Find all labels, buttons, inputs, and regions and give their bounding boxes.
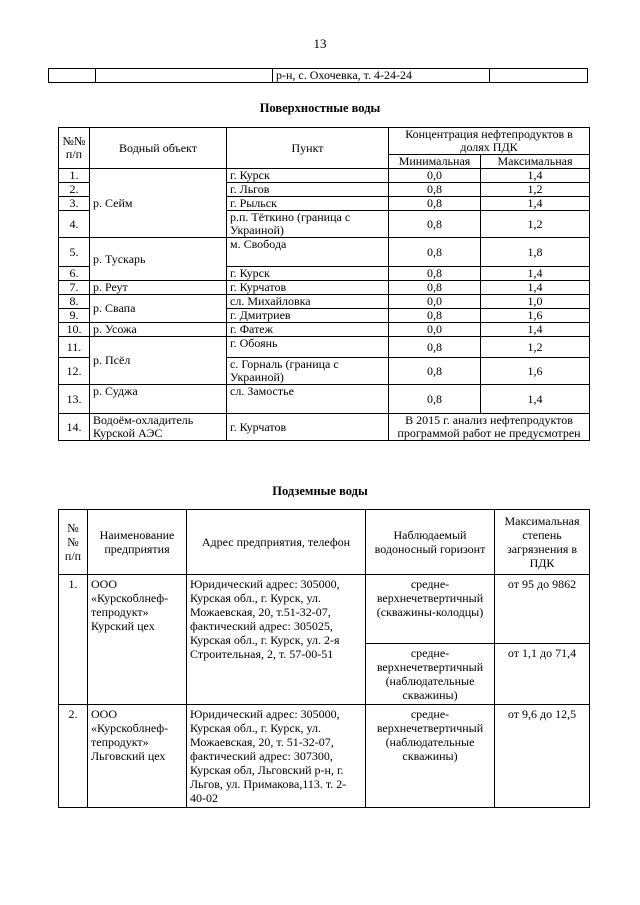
water-object: р. Псёл — [90, 337, 227, 385]
row-number: 3. — [59, 197, 90, 211]
enterprise-address: Юридический адрес: 305000, Курская обл., г. Курск, ул. Можаевская, 20, т.51-32-07, фактический адрес: 305025, Курская обл., г. Курск, ул. 2-я Строительная, 2, т. 57-00-51 — [187, 575, 366, 705]
header-address: Адрес предприятия, телефон — [187, 510, 366, 575]
page-number: 13 — [313, 36, 327, 51]
point-name: сл. Михайловка — [227, 295, 389, 309]
header-num: №№ п/п — [59, 128, 90, 169]
table-header-row — [59, 510, 590, 575]
max-value: 1,8 — [481, 238, 590, 267]
min-value: 0,8 — [389, 211, 481, 238]
table-row — [59, 238, 590, 267]
table-row — [59, 169, 590, 183]
header-num: № № п/п — [59, 510, 88, 575]
table-cell — [96, 69, 273, 83]
row-number: 13. — [59, 385, 90, 414]
max-value: 1,6 — [481, 309, 590, 323]
max-value: 1,2 — [481, 337, 590, 358]
point-name: с. Горналь (граница с Украиной) — [227, 358, 389, 385]
table-row — [59, 705, 590, 808]
point-name: г. Обоянь — [227, 337, 389, 358]
max-value: 1,4 — [481, 169, 590, 183]
ground-water-table — [58, 509, 590, 808]
row-number: 6. — [59, 267, 90, 281]
table-cell — [490, 69, 588, 83]
water-object: Водоём-охладитель Курской АЭС — [90, 414, 227, 441]
water-object: р. Сейм — [90, 169, 227, 238]
aquifer-horizon: средне-верхнечетвертичный (наблюдательные скважины) — [366, 705, 495, 808]
table-row — [59, 414, 590, 441]
min-value: 0,0 — [389, 323, 481, 337]
header-max: Максимальная — [481, 155, 590, 169]
surface-water-table — [58, 127, 590, 441]
min-value: 0,8 — [389, 385, 481, 414]
min-value: 0,8 — [389, 197, 481, 211]
header-max-degree: Максимальная степень загрязнения в ПДК — [495, 510, 590, 575]
row-number: 5. — [59, 238, 90, 267]
max-value: 1,6 — [481, 358, 590, 385]
max-value: 1,2 — [481, 183, 590, 197]
row-number: 2. — [59, 183, 90, 197]
max-value: 1,4 — [481, 197, 590, 211]
max-pollution: от 9,6 до 12,5 — [495, 705, 590, 808]
point-name: г. Фатеж — [227, 323, 389, 337]
min-value: 0,8 — [389, 267, 481, 281]
max-pollution: от 1,1 до 71,4 — [495, 644, 590, 705]
max-value: 1,4 — [481, 323, 590, 337]
table-row — [49, 69, 588, 83]
water-object: р. Суджа — [90, 385, 227, 414]
min-value: 0,8 — [389, 337, 481, 358]
max-value: 1,0 — [481, 295, 590, 309]
point-name: г. Льгов — [227, 183, 389, 197]
point-name: г. Дмитриев — [227, 309, 389, 323]
row-number: 1. — [59, 169, 90, 183]
water-object: р. Тускарь — [90, 238, 227, 281]
water-object: р. Реут — [90, 281, 227, 295]
row-number: 2. — [59, 705, 88, 808]
row-number: 4. — [59, 211, 90, 238]
water-object: р. Свапа — [90, 295, 227, 323]
table-row — [59, 385, 590, 414]
table-row — [59, 295, 590, 309]
point-name: г. Курчатов — [227, 281, 389, 295]
header-object: Водный объект — [90, 128, 227, 169]
point-name: г. Курчатов — [227, 414, 389, 441]
header-name: Наименование предприятия — [88, 510, 187, 575]
max-pollution: от 95 до 9862 — [495, 575, 590, 644]
table-header-row — [59, 128, 590, 155]
row-number: 12. — [59, 358, 90, 385]
header-min: Минимальная — [389, 155, 481, 169]
aquifer-horizon: средне-верхнечетвертичный (скважины-колодцы) — [366, 575, 495, 644]
continuation-text: р-н, с. Охочевка, т. 4-24-24 — [273, 69, 490, 83]
max-value: 1,2 — [481, 211, 590, 238]
point-name: р.п. Тёткино (граница с Украиной) — [227, 211, 389, 238]
min-value: 0,0 — [389, 295, 481, 309]
water-object: р. Усожа — [90, 323, 227, 337]
enterprise-name: ООО «Курскоблнеф-тепродукт» Льговский цех — [88, 705, 187, 808]
row-number: 1. — [59, 575, 88, 705]
point-name: г. Курск — [227, 169, 389, 183]
min-value: 0,8 — [389, 358, 481, 385]
table-row — [59, 575, 590, 644]
enterprise-address: Юридический адрес: 305000, Курская обл., г. Курск, ул. Можаевская, 20, т. 51-32-07, фактический адрес: 307300, Курская обл, Льговский р-н, г. Льгов, ул. Примакова,113. т. 2-40-02 — [187, 705, 366, 808]
header-concentration: Концентрация нефтепродуктов в долях ПДК — [389, 128, 590, 155]
surface-water-heading: Поверхностные воды — [259, 101, 381, 115]
header-point: Пункт — [227, 128, 389, 169]
min-value: 0,8 — [389, 281, 481, 295]
point-name: сл. Замостье — [227, 385, 389, 414]
header-horizon: Наблюдаемый водоносный горизонт — [366, 510, 495, 575]
enterprise-name: ООО «Курскоблнеф-тепродукт» Курский цех — [88, 575, 187, 705]
row-number: 14. — [59, 414, 90, 441]
point-name: г. Рыльск — [227, 197, 389, 211]
table-row — [59, 323, 590, 337]
row-number: 10. — [59, 323, 90, 337]
no-analysis-note: В 2015 г. анализ нефтепродуктов программой работ не предусмотрен — [389, 414, 590, 441]
table-row — [59, 281, 590, 295]
row-number: 8. — [59, 295, 90, 309]
min-value: 0,8 — [389, 238, 481, 267]
max-value: 1,4 — [481, 281, 590, 295]
row-number: 9. — [59, 309, 90, 323]
max-value: 1,4 — [481, 267, 590, 281]
min-value: 0,8 — [389, 309, 481, 323]
max-value: 1,4 — [481, 385, 590, 414]
continuation-table — [48, 68, 588, 83]
aquifer-horizon: средне-верхнечетвертичный (наблюдательные скважины) — [366, 644, 495, 705]
min-value: 0,8 — [389, 183, 481, 197]
point-name: м. Свобода — [227, 238, 389, 267]
min-value: 0,0 — [389, 169, 481, 183]
point-name: г. Курск — [227, 267, 389, 281]
row-number: 11. — [59, 337, 90, 358]
row-number: 7. — [59, 281, 90, 295]
table-cell — [49, 69, 96, 83]
ground-water-heading: Подземные воды — [272, 484, 368, 498]
table-row — [59, 337, 590, 358]
